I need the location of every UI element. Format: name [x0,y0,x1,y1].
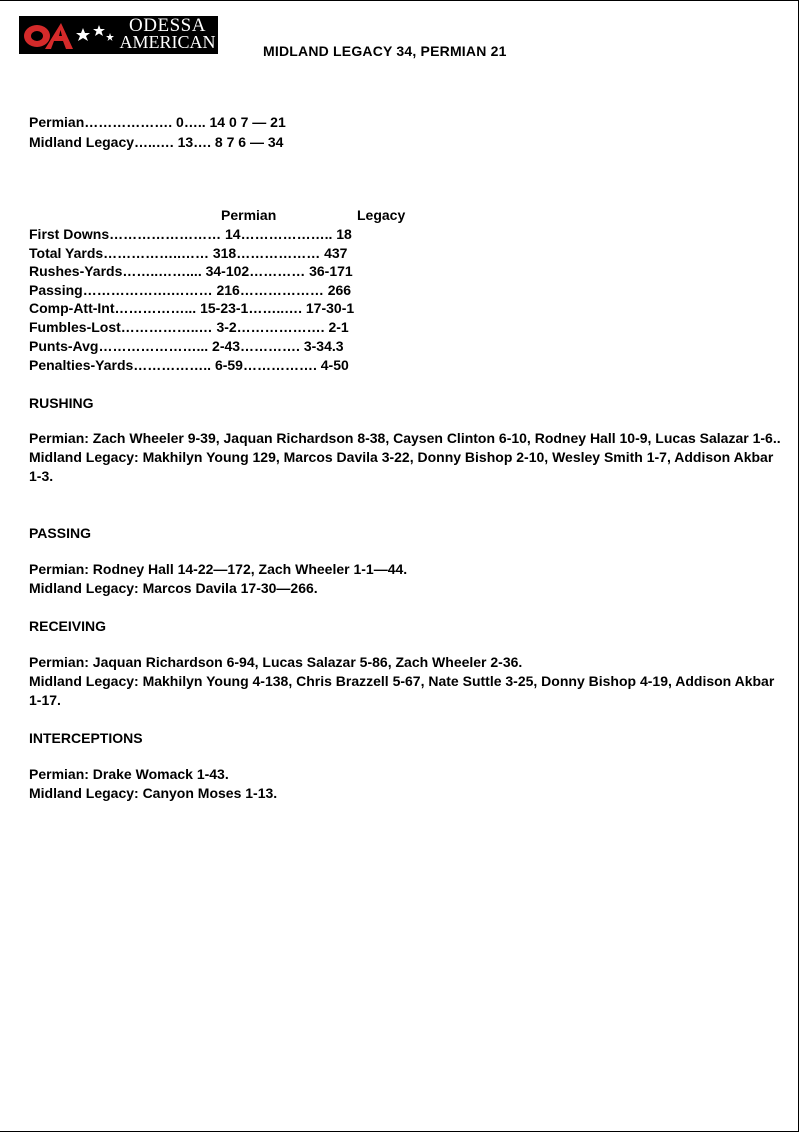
stats-column-header-legacy: Legacy [357,207,406,223]
logo-line-2: AMERICAN [119,32,216,52]
rushing-line-legacy: Midland Legacy: Makhilyn Young 129, Marcos Davila 3-22, Donny Bishop 2-10, Wesley Smith 1-7, Addison Akbar 1-3. [29,449,774,484]
rushing-section-body [29,429,789,486]
stats-row: Comp-Att-Int……………... 15-23-1……..…. 17-30-1 [29,300,355,316]
section-heading-receiving: RECEIVING [29,618,107,634]
section-heading-passing: PASSING [29,525,91,541]
interceptions-section-body [29,765,789,803]
scoring-row-permian: Permian………………. 0….. 14 0 7 — 21 [29,114,286,130]
scoring-row-legacy: Midland Legacy…..…. 13…. 8 7 6 — 34 [29,134,284,150]
stats-row: Rushes-Yards……..…….... 34-102………… 36-171 [29,263,353,279]
section-heading-interceptions: INTERCEPTIONS [29,730,143,746]
stats-row: Fumbles-Lost……………..… 3-2………………. 2-1 [29,319,349,335]
stats-row: Total Yards……………..…… 318……………… 437 [29,245,348,261]
interceptions-line-permian: Permian: Drake Womack 1-43. [29,766,229,782]
stats-row: Passing……………….……… 216……………… 266 [29,282,352,298]
interceptions-line-legacy: Midland Legacy: Canyon Moses 1-13. [29,785,278,801]
passing-section-body [29,560,789,598]
page-title: MIDLAND LEGACY 34, PERMIAN 21 [263,43,507,59]
stats-row: First Downs…………………… 14……………….. 18 [29,226,352,242]
stats-row: Punts-Avg…………………... 2-43…………. 3-34.3 [29,338,344,354]
passing-line-permian: Permian: Rodney Hall 14-22—172, Zach Wheeler 1-1—44. [29,561,408,577]
logo-line-1: ODESSA [129,16,206,36]
stats-column-header-permian: Permian [221,207,277,223]
rushing-line-permian: Permian: Zach Wheeler 9-39, Jaquan Richardson 8-38, Caysen Clinton 6-10, Rodney Hall 10-9, Lucas Salazar 1-6.. [29,430,781,446]
passing-line-legacy: Midland Legacy: Marcos Davila 17-30—266. [29,580,318,596]
receiving-section-body [29,653,789,710]
receiving-line-legacy: Midland Legacy: Makhilyn Young 4-138, Chris Brazzell 5-67, Nate Suttle 3-25, Donny Bishop 4-19, Addison Akbar 1-17. [29,673,775,708]
odessa-american-logo [19,16,218,54]
receiving-line-permian: Permian: Jaquan Richardson 6-94, Lucas Salazar 5-86, Zach Wheeler 2-36. [29,654,523,670]
oa-logo-mark-icon [21,19,117,51]
section-heading-rushing: RUSHING [29,395,94,411]
stats-row: Penalties-Yards…………….. 6-59……………. 4-50 [29,357,349,373]
